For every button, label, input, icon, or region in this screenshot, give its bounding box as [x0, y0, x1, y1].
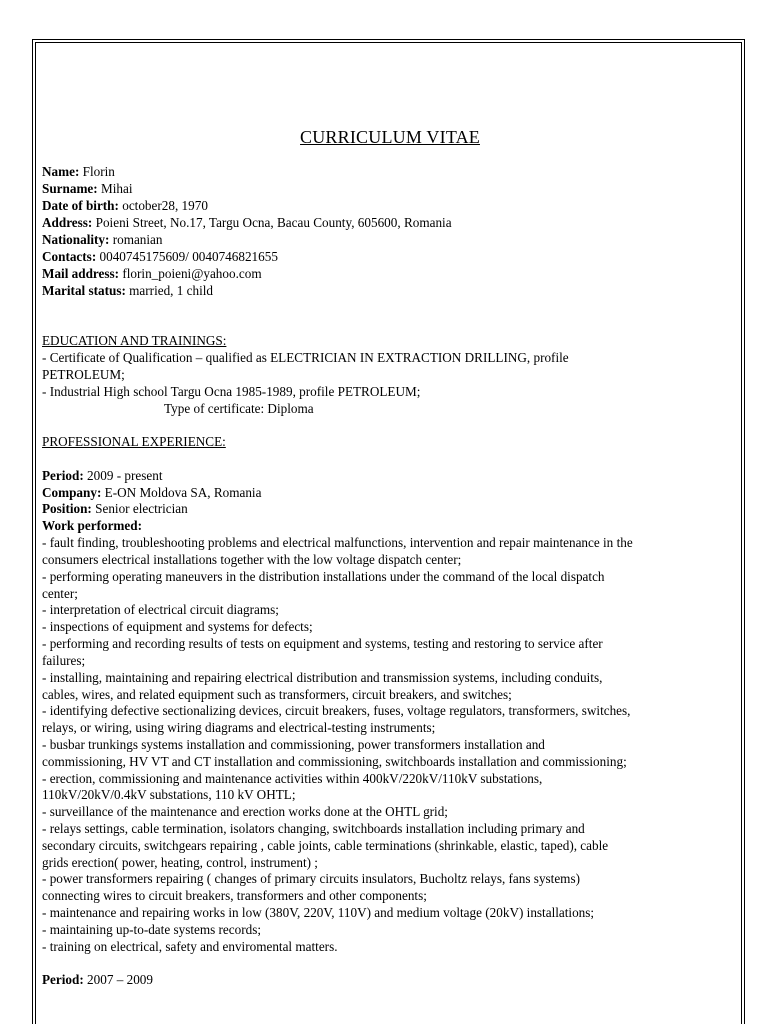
- work-line: cables, wires, and related equipment such as transformers, circuit breakers, and switches;: [42, 687, 512, 702]
- contacts-value: 0040745175609/ 0040746821655: [99, 249, 278, 264]
- work-line: connecting wires to circuit breakers, transformers and other components;: [42, 888, 427, 903]
- work-line: - maintaining up-to-date systems records;: [42, 922, 262, 937]
- work-line: - inspections of equipment and systems for defects;: [42, 619, 313, 634]
- surname-row: [42, 181, 133, 198]
- period-value: 2009 - present: [87, 468, 163, 483]
- name-row: [42, 164, 115, 181]
- address-value: Poieni Street, No.17, Targu Ocna, Bacau County, 605600, Romania: [95, 215, 452, 230]
- experience-heading: PROFESSIONAL EXPERIENCE:: [42, 434, 226, 449]
- company-label: Company:: [42, 485, 102, 500]
- work-line: - erection, commissioning and maintenance activities within 400kV/220kV/110kV substations,: [42, 771, 543, 786]
- work-performed-label: Work performed:: [42, 518, 142, 533]
- document-title: CURRICULUM VITAE: [300, 127, 480, 147]
- education-heading: EDUCATION AND TRAININGS:: [42, 333, 227, 348]
- position-value: Senior electrician: [95, 501, 188, 516]
- work-line: - fault finding, troubleshooting problems and electrical malfunctions, intervention and repair maintenance in the: [42, 535, 633, 550]
- certificate-type: Type of certificate: Diploma: [164, 401, 314, 416]
- marital-row: [42, 283, 213, 300]
- dob-row: [42, 198, 208, 215]
- work-line: - performing and recording results of tests on equipment and systems, testing and restoring to service after: [42, 636, 603, 651]
- work-line: - installing, maintaining and repairing electrical distribution and transmission systems, including conduits,: [42, 670, 603, 685]
- name-label: Name:: [42, 164, 80, 179]
- education-item-1-line-1: - Certificate of Qualification – qualified as ELECTRICIAN IN EXTRACTION DRILLING, profile: [42, 350, 569, 365]
- education-item-2: - Industrial High school Targu Ocna 1985-1989, profile PETROLEUM;: [42, 384, 421, 399]
- marital-label: Marital status:: [42, 283, 126, 298]
- education-item-1-line-2: PETROLEUM;: [42, 367, 125, 382]
- work-line: - performing operating maneuvers in the distribution installations under the command of the local dispatch: [42, 569, 605, 584]
- address-label: Address:: [42, 215, 93, 230]
- dob-label: Date of birth:: [42, 198, 119, 213]
- period-label: Period:: [42, 972, 84, 987]
- work-line: 110kV/20kV/0.4kV substations, 110 kV OHTL;: [42, 787, 296, 802]
- work-line: commissioning, HV VT and CT installation and commissioning, switchboards installation and commissioning;: [42, 754, 627, 769]
- surname-label: Surname:: [42, 181, 98, 196]
- work-line: grids erection( power, heating, control, instrument) ;: [42, 855, 318, 870]
- work-line: - power transformers repairing ( changes of primary circuits insulators, Bucholtz relays, fans systems): [42, 871, 580, 886]
- period-label: Period:: [42, 468, 84, 483]
- surname-value: Mihai: [100, 181, 133, 196]
- job1-period-row: [42, 468, 163, 485]
- job1-company-row: [42, 485, 261, 502]
- position-label: Position:: [42, 501, 92, 516]
- work-line: - maintenance and repairing works in low (380V, 220V, 110V) and medium voltage (20kV) installations;: [42, 905, 595, 920]
- work-line: consumers electrical installations together with the low voltage dispatch center;: [42, 552, 462, 567]
- nationality-value: romanian: [112, 232, 163, 247]
- name-value: Florin: [82, 164, 115, 179]
- work-line: - surveillance of the maintenance and erection works done at the OHTL grid;: [42, 804, 448, 819]
- marital-value: married, 1 child: [129, 283, 214, 298]
- work-line: relays, or wiring, using wiring diagrams and electrical-testing instruments;: [42, 720, 436, 735]
- work-line: failures;: [42, 653, 86, 668]
- work-line: - training on electrical, safety and enviromental matters.: [42, 939, 338, 954]
- job1-position-row: [42, 501, 188, 518]
- nationality-row: [42, 232, 163, 249]
- address-row: [42, 215, 452, 232]
- mail-row: [42, 266, 262, 283]
- work-line: - interpretation of electrical circuit diagrams;: [42, 602, 279, 617]
- company-value: E-ON Moldova SA, Romania: [104, 485, 262, 500]
- work-line: - busbar trunkings systems installation and commissioning, power transformers installation and: [42, 737, 545, 752]
- contacts-label: Contacts:: [42, 249, 97, 264]
- contacts-row: [42, 249, 278, 266]
- mail-value: florin_poieni@yahoo.com: [122, 266, 262, 281]
- work-line: secondary circuits, switchgears repairing , cable joints, cable terminations (shrinkable, elastic, taped), cable: [42, 838, 609, 853]
- work-line: center;: [42, 586, 78, 601]
- dob-value: october28, 1970: [122, 198, 208, 213]
- work-line: - identifying defective sectionalizing devices, circuit breakers, fuses, voltage regulators, transformers, switches,: [42, 703, 631, 718]
- mail-label: Mail address:: [42, 266, 120, 281]
- nationality-label: Nationality:: [42, 232, 110, 247]
- job2-period-row: [42, 972, 153, 989]
- period-value: 2007 – 2009: [87, 972, 153, 987]
- work-line: - relays settings, cable termination, isolators changing, switchboards installation including primary and: [42, 821, 585, 836]
